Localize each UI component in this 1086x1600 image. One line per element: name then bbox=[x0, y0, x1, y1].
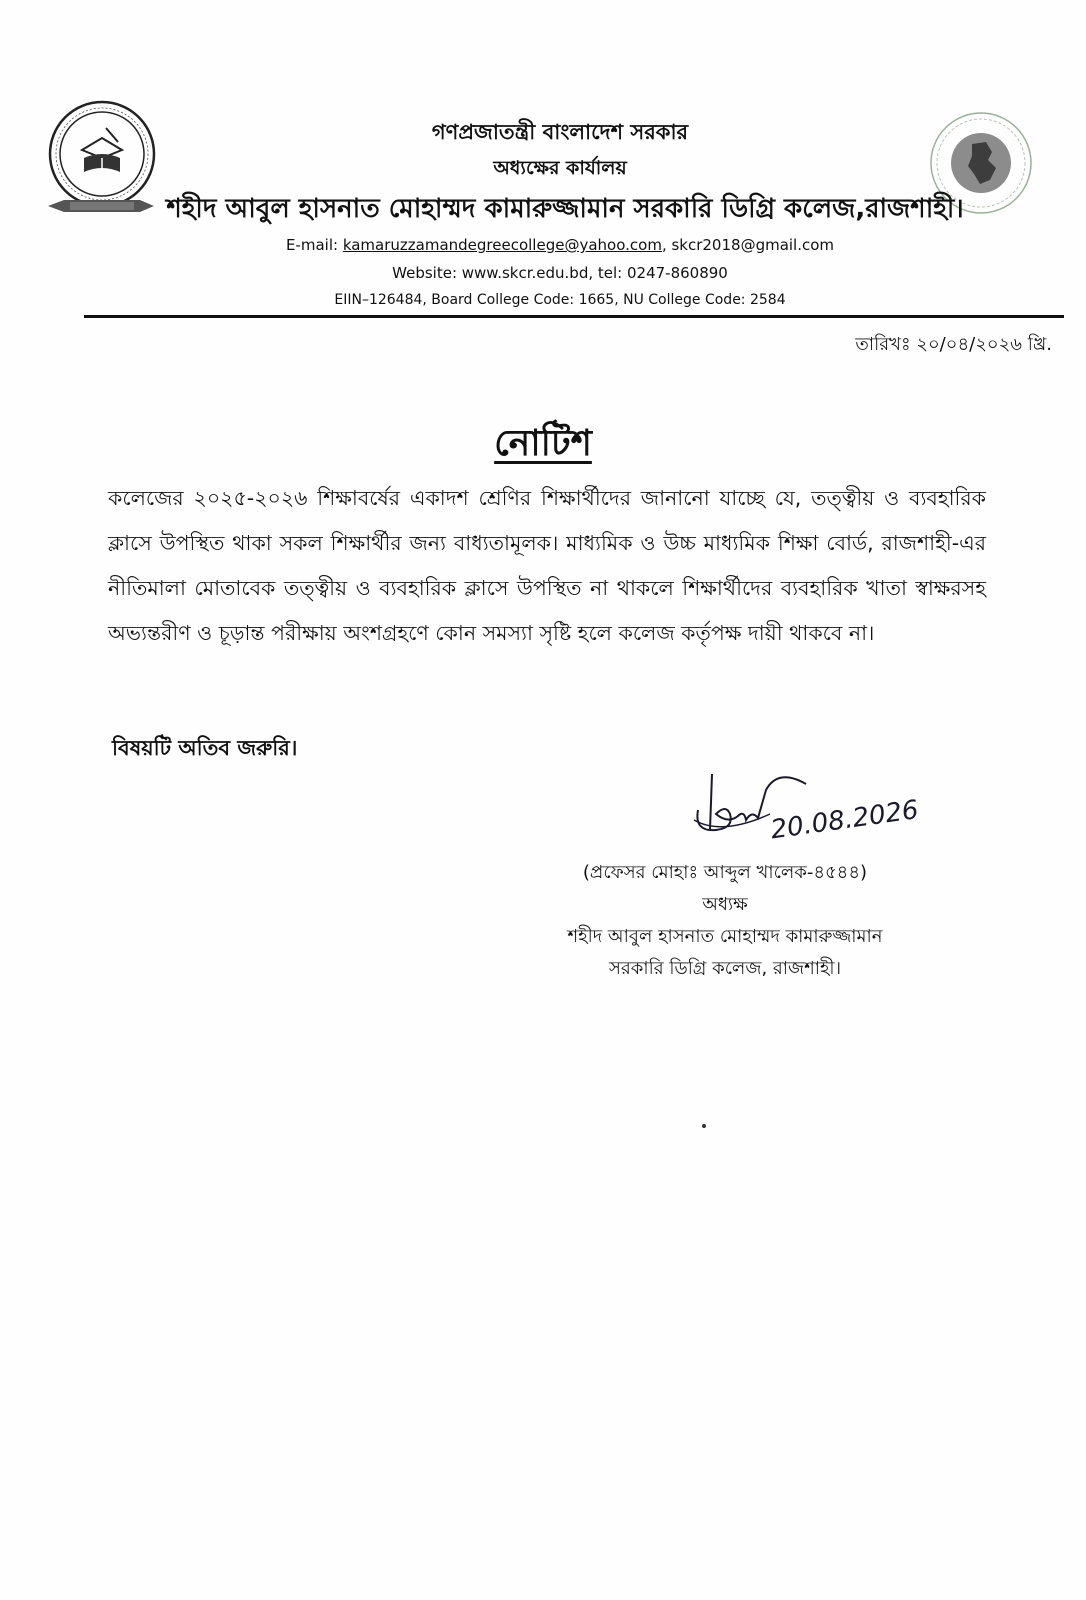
codes-line: EIIN–126484, Board College Code: 1665, NU College Code: 2584 bbox=[334, 292, 786, 308]
email-primary-link[interactable]: kamaruzzamandegreecollege@yahoo.com bbox=[342, 236, 662, 254]
office-heading: অধ্যক্ষের কার্যালয় bbox=[493, 157, 627, 179]
header-divider bbox=[84, 315, 1064, 318]
urgent-line: বিষয়টি অতিব জরুরি। bbox=[112, 736, 298, 760]
college-name-heading: শহীদ আবুল হাসনাত মোহাম্মদ কামারুজ্জামান সরকারি ডিগ্রি কলেজ,রাজশাহী। bbox=[166, 194, 964, 224]
notice-title bbox=[0, 416, 1086, 476]
handwritten-date: 20.08.2026 bbox=[768, 795, 921, 846]
notice-date: তারিখঃ ২০/০৪/২০২৬ খ্রি. bbox=[855, 334, 1052, 355]
email-label: E-mail: bbox=[285, 236, 343, 254]
notice-title-text: নোটিশ bbox=[494, 423, 592, 464]
signatory-college-line2: সরকারি ডিগ্রি কলেজ, রাজশাহী। bbox=[608, 958, 842, 979]
government-heading: গণপ্রজাতন্ত্রী বাংলাদেশ সরকার bbox=[431, 120, 689, 144]
signatory-name: (প্রফেসর মোহাঃ আব্দুল খালেক-৪৫৪৪) bbox=[582, 862, 868, 883]
email-secondary: , skcr2018@gmail.com bbox=[661, 236, 835, 254]
notice-body: কলেজের ২০২৫-২০২৬ শিক্ষাবর্ষের একাদশ শ্রেণির শিক্ষার্থীদের জানানো যাচ্ছে যে, তত্ত্বীয় ও ব্যবহারিক ক্লাসে উপস্থিত থাকা সকল শিক্ষার্থীর জন্য বাধ্যতামূলক। মাধ্যমিক ও উচ্চ মাধ্যমিক শিক্ষা বোর্ড, রাজশাহী-এর নীতিমালা মোতাবেক তত্ত্বীয় ও ব্যবহারিক ক্লাসে উপস্থিত না থাকলে শিক্ষার্থীদের ব্যবহারিক খাতা স্বাক্ষরসহ অভ্যন্তরীণ ও চূড়ান্ত পরীক্ষায় অংশগ্রহণে কোন সমস্যা সৃষ্টি হলে কলেজ কর্তৃপক্ষ দায়ী থাকবে না। bbox=[108, 486, 986, 645]
ink-dot bbox=[702, 1124, 706, 1128]
handwritten-signature bbox=[682, 770, 942, 852]
signatory-title: অধ্যক্ষ bbox=[702, 894, 748, 915]
signatory-college-line1: শহীদ আবুল হাসনাত মোহাম্মদ কামারুজ্জামান bbox=[567, 926, 883, 947]
website-line: Website: www.skcr.edu.bd, tel: 0247-860890 bbox=[392, 264, 728, 282]
email-line bbox=[160, 236, 960, 254]
